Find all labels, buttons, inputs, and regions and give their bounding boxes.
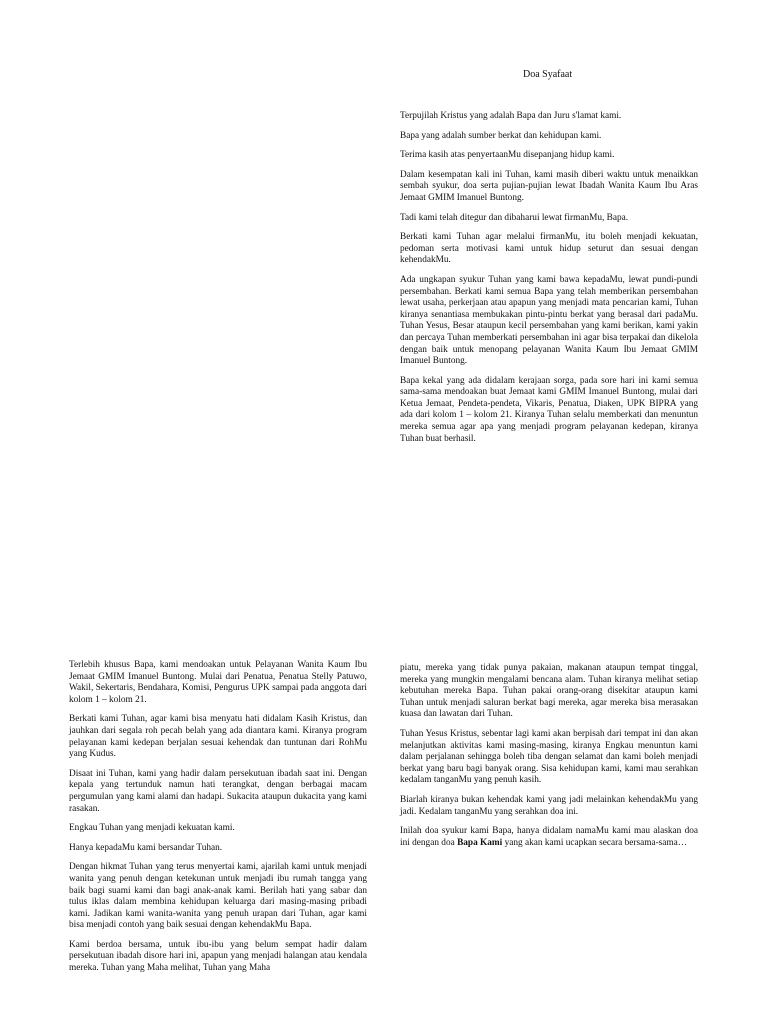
- closing-paragraph: [400, 826, 698, 849]
- paragraph: Tuhan Yesus Kristus, sebentar lagi kami akan berpisah dari tempat ini dan akan melanjutkan aktivitas kami masing-masing, kiranya Engkau menuntun kami dalam perjalanan sehingga boleh tiba dengan selamat dan kami boleh menjadi berkat yang baru bagi banyak orang. Sisa kehidupan kami, kami mau serahkan kedalam tanganMu yang penuh kasih.: [400, 728, 698, 786]
- paragraph: Terima kasih atas penyertaanMu disepanjang hidup kami.: [400, 150, 615, 161]
- paragraph: Dalam kesempatan kali ini Tuhan, kami masih diberi waktu untuk menaikkan sembah syukur, doa serta pujian-pujian lewat Ibadah Wanita Kaum Ibu Aras Jemaat GMIM Imanuel Buntong.: [400, 169, 698, 203]
- paragraph: Disaat ini Tuhan, kami yang hadir dalam persekutuan ibadah saat ini. Dengan kepala yang tertunduk namun hati terangkat, dengan berbagai macam pergumulan yang kami alami dan hadapi. Sukacita ataupun dukacita yang kami rasakan.: [69, 768, 367, 814]
- paragraph: Engkau Tuhan yang menjadi kekuatan kami.: [69, 823, 235, 834]
- paragraph: Terlebih khusus Bapa, kami mendoakan untuk Pelayanan Wanita Kaum Ibu Jemaat GMIM Imanuel Buntong. Mulai dari Penatua, Penatua Stelly Patuwo, Wakil, Sekertaris, Bendahara, Komisi, Pengurus UPK sampai pada anggota dari kolom 1 – kolom 21.: [69, 660, 367, 705]
- paragraph: Bapa kekal yang ada didalam kerajaan sorga, pada sore hari ini kami semua sama-sama mendoakan buat Jemaat kami GMIM Imanuel Buntong, mulai dari Ketua Jemaat, Pendeta-pendeta, Vikaris, Penatua, Diaken, UPK BIPRA yang ada dari kolom 1 – kolom 21. Kiranya Tuhan selalu memberkati dan menuntun mereka semua agar apa yang menjadi program pelayanan kedepan, kiranya Tuhan buat berhasil.: [400, 375, 698, 444]
- paragraph: Terpujilah Kristus yang adalah Bapa dan Juru s'lamat kami.: [400, 111, 622, 121]
- paragraph: Berkati kami Tuhan, agar kami bisa menyatu hati didalam Kasih Kristus, dan jauhkan dari segala roh pecah belah yang ada diantara kami. Kiranya program pelayanan kami kedepan berjalan sesuai kehendak dan tuntunan dari RohMu yang Kudus.: [69, 714, 367, 760]
- paragraph: Hanya kepadaMu kami bersandar Tuhan.: [69, 842, 223, 853]
- paragraph: Bapa yang adalah sumber berkat dan kehidupan kami.: [400, 130, 602, 141]
- paragraph: piatu, mereka yang tidak punya pakaian, makanan ataupun tempat tinggal, mereka yang mungkin mengalami bencana alam. Tuhan kiranya melihat setiap kebutuhan mereka Bapa. Tuhan pakai orang-orang disekitar ataupun kami Tuhan untuk menjadi saluran berkat bagi mereka, agar mereka bisa merasakan kuasa dan lawatan dari Tuhan.: [400, 663, 698, 720]
- paragraph: Tadi kami telah ditegur dan dibaharui lewat firmanMu, Bapa.: [400, 212, 629, 223]
- paragraph: Kami berdoa bersama, untuk ibu-ibu yang belum sempat hadir dalam persekutuan ibadah disore hari ini, apapun yang menjadi halangan atau kendala mereka. Tuhan yang Maha melihat, Tuhan yang Maha: [69, 939, 367, 974]
- closing-text-before: Inilah doa syukur kami Bapa, hanya didalam namaMu kami mau alaskan doa ini dengan doa: [400, 826, 698, 848]
- closing-text-after: yang akan kami ucapkan secara bersama-sama…: [502, 837, 688, 848]
- paragraph: Ada ungkapan syukur Tuhan yang kami bawa kepadaMu, lewat pundi-pundi persembahan. Berkati kami semua Bapa yang telah memberikan persembahan lewat usaha, perkerjaan atau apapun yang menjadi mata pencarian kami, Tuhan kiranya senantiasa membukakan pintu-pintu berkat yang berasal dari padaMu. Tuhan Yesus, Besar ataupun kecil persembahan yang kami berikan, kami yakin dan percaya Tuhan memberkati persembahan ini agar bisa terpakai dan dikelola dengan baik untuk menopang pelayanan Wanita Kaum Ibu Jemaat GMIM Imanuel Buntong.: [400, 274, 698, 367]
- paragraph: Berkati kami Tuhan agar melalui firmanMu, itu boleh menjadi kekuatan, pedoman serta motivasi kami untuk hidup seturut dan sesuai dengan kehendakMu.: [400, 232, 698, 266]
- closing-prayer-name: Bapa Kami: [457, 837, 503, 848]
- top-column: [400, 111, 698, 453]
- title-text: Doa Syafaat: [523, 69, 573, 80]
- paragraph: Biarlah kiranya bukan kehendak kami yang jadi melainkan kehendakMu yang jadi. Kedalam tanganMu yang serahkan doa ini.: [400, 794, 698, 817]
- right-column: [400, 663, 698, 857]
- paragraph: Dengan hikmat Tuhan yang terus menyertai kami, ajarilah kami untuk menjadi wanita yang penuh dengan ketekunan untuk menjadi ibu rumah tangga yang baik bagi suami kami dan bagi anak-anak kami. Berilah hati yang sabar dan tulus iklas dalam membina kehidupan keluarga dari masing-masing pribadi kami. Jadikan kami wanita-wanita yang penuh urapan dari Tuhan, agar kami bisa menjadi contoh yang baik sesuai dengan kehendakMu Bapa.: [69, 862, 367, 931]
- left-column: [69, 660, 367, 983]
